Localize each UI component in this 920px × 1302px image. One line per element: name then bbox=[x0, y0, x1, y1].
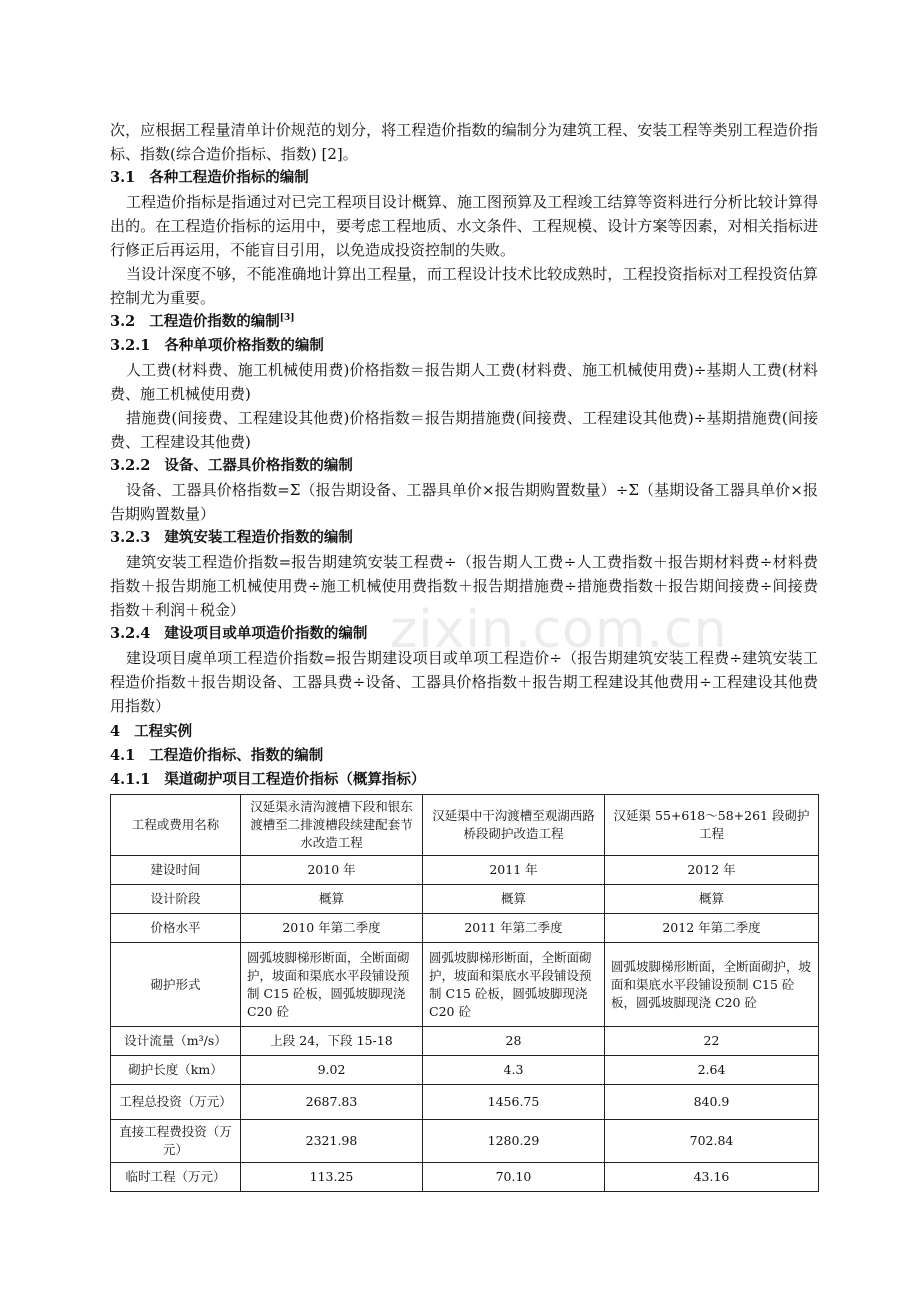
table-cell: 840.9 bbox=[605, 1085, 819, 1120]
table-cell: 砌护长度（km） bbox=[111, 1056, 241, 1085]
table-cell: 概算 bbox=[605, 885, 819, 914]
table-cell: 2010 年 bbox=[241, 856, 423, 885]
table-cell: 设计流量（m³/s） bbox=[111, 1027, 241, 1056]
table-header-cell: 汉延渠 55+618～58+261 段砌护工程 bbox=[605, 795, 819, 856]
heading-3-2-3: 3.2.3 建筑安装工程造价指数的编制 bbox=[110, 529, 353, 546]
table-cell: 1280.29 bbox=[423, 1120, 605, 1163]
heading-3-2: 3.2 工程造价指数的编制[3] bbox=[110, 313, 295, 330]
table-row bbox=[111, 1085, 819, 1120]
table-cell: 概算 bbox=[423, 885, 605, 914]
table-cell: 圆弧坡脚梯形断面，全断面砌护，坡面和渠底水平段铺设预制 C15 砼板，圆弧坡脚现浇 C20 砼 bbox=[423, 943, 605, 1027]
table-cell: 1456.75 bbox=[423, 1085, 605, 1120]
table-cell: 临时工程（万元） bbox=[111, 1163, 241, 1192]
table-cell: 28 bbox=[423, 1027, 605, 1056]
table-cell: 2011 年第二季度 bbox=[423, 914, 605, 943]
table-cell: 113.25 bbox=[241, 1163, 423, 1192]
table-cell: 2.64 bbox=[605, 1056, 819, 1085]
table-cell: 建设时间 bbox=[111, 856, 241, 885]
table-cell: 702.84 bbox=[605, 1120, 819, 1163]
paragraph: 当设计深度不够，不能准确地计算出工程量，而工程设计技术比较成熟时，工程投资指标对工程投资估算控制尤为重要。 bbox=[110, 265, 818, 307]
table-cell: 砌护形式 bbox=[111, 943, 241, 1027]
table-row bbox=[111, 1027, 819, 1056]
formula-paragraph: 措施费(间接费、工程建设其他费)价格指数＝报告期措施费(间接费、工程建设其他费)÷基期措施费(间接费、工程建设其他费) bbox=[110, 409, 818, 451]
table-cell: 2012 年 bbox=[605, 856, 819, 885]
table-cell: 价格水平 bbox=[111, 914, 241, 943]
table-header-cell: 工程或费用名称 bbox=[111, 795, 241, 856]
table-cell: 43.16 bbox=[605, 1163, 819, 1192]
table-row bbox=[111, 856, 819, 885]
table-header-cell: 汉延渠永清沟渡槽下段和银东渡槽至二排渡槽段续建配套节水改造工程 bbox=[241, 795, 423, 856]
paragraph: 工程造价指标是指通过对已完工程项目设计概算、施工图预算及工程竣工结算等资料进行分析比较计算得出的。在工程造价指标的运用中，要考虑工程地质、水文条件、工程规模、设计方案等因素，对相关指标进行修正后再运用，不能盲目引用，以免造成投资控制的失败。 bbox=[110, 193, 818, 259]
table-cell: 2321.98 bbox=[241, 1120, 423, 1163]
table-cell: 70.10 bbox=[423, 1163, 605, 1192]
heading-4: 4 工程实例 bbox=[110, 723, 193, 740]
table-cell: 圆弧坡脚梯形断面，全断面砌护，坡面和渠底水平段铺设预制 C15 砼板，圆弧坡脚现浇 C20 砼 bbox=[241, 943, 423, 1027]
heading-3-2-1: 3.2.1 各种单项价格指数的编制 bbox=[110, 337, 324, 354]
table-cell: 工程总投资（万元） bbox=[111, 1085, 241, 1120]
heading-4-1: 4.1 工程造价指标、指数的编制 bbox=[110, 747, 324, 764]
table-cell: 2012 年第二季度 bbox=[605, 914, 819, 943]
table-cell: 9.02 bbox=[241, 1056, 423, 1085]
heading-3-2-4: 3.2.4 建设项目或单项造价指数的编制 bbox=[110, 625, 368, 642]
formula-paragraph: 人工费(材料费、施工机械使用费)价格指数＝报告期人工费(材料费、施工机械使用费)÷基期人工费(材料费、施工机械使用费) bbox=[110, 361, 818, 403]
table-row bbox=[111, 1120, 819, 1163]
table-cell: 设计阶段 bbox=[111, 885, 241, 914]
cost-index-table bbox=[110, 794, 819, 1192]
table-row bbox=[111, 943, 819, 1027]
table-header-cell: 汉延渠中干沟渡槽至观湖西路桥段砌护改造工程 bbox=[423, 795, 605, 856]
table-cell: 2011 年 bbox=[423, 856, 605, 885]
watermark: zixin.com.cn bbox=[390, 600, 728, 660]
heading-4-1-1: 4.1.1 渠道砌护项目工程造价指标（概算指标） bbox=[110, 771, 426, 788]
citation-ref: [3] bbox=[279, 313, 295, 324]
formula-paragraph: 建设项目虞单项工程造价指数=报告期建设项目或单项工程造价÷（报告期建筑安装工程费÷建筑安装工程造价指数＋报告期设备、工器具费÷设备、工器具价格指数＋报告期工程建设其他费用÷工程建设其他费用指数） bbox=[110, 649, 818, 715]
table-header-row bbox=[111, 795, 819, 856]
intro-paragraph: 次，应根据工程量清单计价规范的划分，将工程造价指数的编制分为建筑工程、安装工程等类别工程造价指标、指数(综合造价指标、指数) [2]。 bbox=[110, 121, 818, 163]
heading-3-1: 3.1 各种工程造价指标的编制 bbox=[110, 169, 309, 186]
table-row bbox=[111, 885, 819, 914]
table-row bbox=[111, 1056, 819, 1085]
table-cell: 上段 24，下段 15-18 bbox=[241, 1027, 423, 1056]
table-row bbox=[111, 1163, 819, 1192]
table-cell: 圆弧坡脚梯形断面，全断面砌护，坡面和渠底水平段铺设预制 C15 砼板，圆弧坡脚现浇 C20 砼 bbox=[605, 943, 819, 1027]
document-page bbox=[110, 118, 818, 1192]
table-cell: 概算 bbox=[241, 885, 423, 914]
table-cell: 4.3 bbox=[423, 1056, 605, 1085]
table-cell: 2687.83 bbox=[241, 1085, 423, 1120]
heading-3-2-2: 3.2.2 设备、工器具价格指数的编制 bbox=[110, 457, 353, 474]
table-cell: 2010 年第二季度 bbox=[241, 914, 423, 943]
table-row bbox=[111, 914, 819, 943]
formula-paragraph: 建筑安装工程造价指数=报告期建筑安装工程费÷（报告期人工费÷人工费指数＋报告期材料费÷材料费指数＋报告期施工机械使用费÷施工机械使用费指数＋报告期措施费÷措施费指数＋报告期间接费÷间接费指数＋利润＋税金） bbox=[110, 553, 818, 619]
table-cell: 22 bbox=[605, 1027, 819, 1056]
formula-paragraph: 设备、工器具价格指数=Σ（报告期设备、工器具单价×报告期购置数量）÷Σ（基期设备工器具单价×报告期购置数量） bbox=[110, 481, 818, 523]
table-cell: 直接工程费投资（万元） bbox=[111, 1120, 241, 1163]
